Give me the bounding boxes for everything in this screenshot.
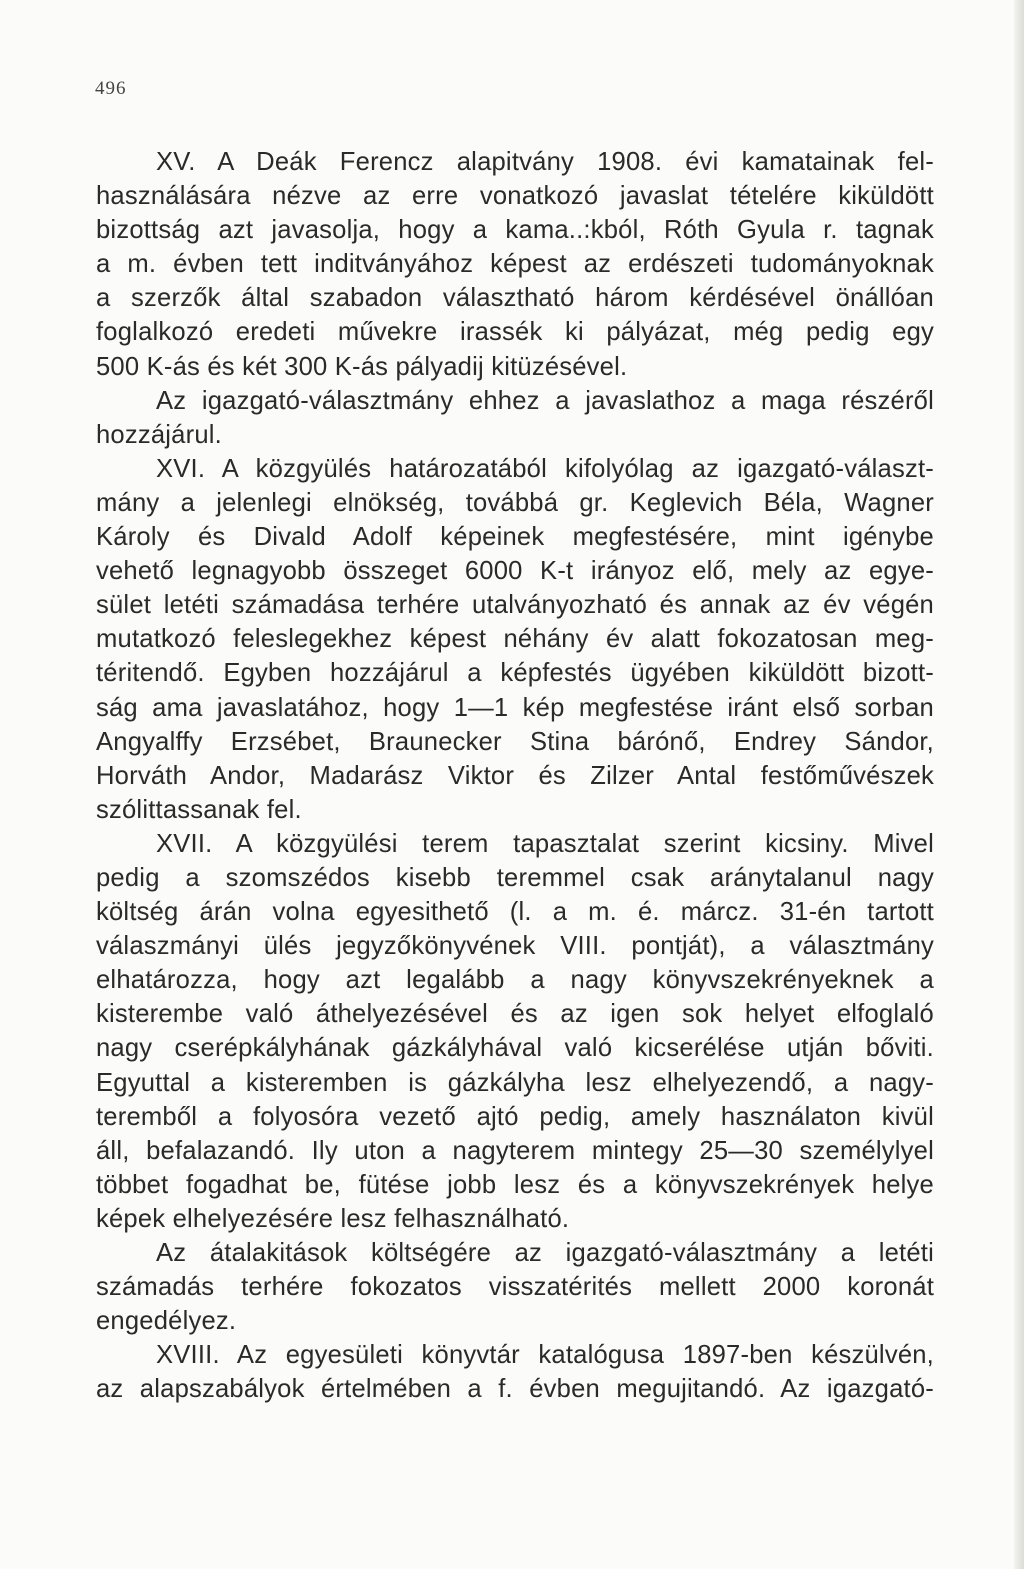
text-line: XV. A Deák Ferencz alapitvány 1908. évi kamatainak fel- xyxy=(156,148,934,176)
paragraph-xviii xyxy=(96,1338,934,1406)
text-line: foglalkozó eredeti művekre irassék ki pályázat, még pedig egy xyxy=(96,318,934,347)
text-line: téritendő. Egyben hozzájárul a képfestés ügyében kiküldött bizott- xyxy=(96,659,934,688)
paragraph-xvii-costs xyxy=(96,1236,934,1338)
text-line: Horváth Andor, Madarász Viktor és Zilzer Antal festőművészek xyxy=(96,761,934,790)
text-line: XVII. A közgyülési terem tapasztalat szerint kicsiny. Mivel xyxy=(156,829,934,858)
text-line: válaszmányi ülés jegyzőkönyvének VIII. pontját), a választmány xyxy=(96,932,934,961)
text-line: Az igazgató-választmány ehhez a javaslathoz a maga részéről xyxy=(156,386,934,415)
text-line: Egyuttal a kisteremben is gázkályha lesz elhelyezendő, a nagy- xyxy=(96,1068,934,1097)
text-line: többet fogadhat be, fütése jobb lesz és a könyvszekrények helye xyxy=(96,1170,934,1199)
text-line: sület letéti számadása terhére utalványozható és annak az év végén xyxy=(96,591,934,620)
text-line: engedélyez. xyxy=(96,1307,237,1336)
text-line: Károly és Divald Adolf képeinek megfestésére, mint igénybe xyxy=(96,523,934,552)
text-line: teremből a folyosóra vezető ajtó pedig, amely használaton kivül xyxy=(96,1102,934,1131)
text-line: 500 K-ás és két 300 K-ás pályadij kitüzésével. xyxy=(96,352,628,381)
text-line: pedig a szomszédos kisebb teremmel csak aránytalanul nagy xyxy=(96,863,934,892)
text-line: az alapszabályok értelmében a f. évben megujitandó. Az igazgató- xyxy=(96,1375,934,1404)
text-line: képek elhelyezésére lesz felhasználható. xyxy=(96,1204,570,1233)
paragraph-xvi xyxy=(96,452,934,827)
text-line: bizottság azt javasolja, hogy a kama..:kból, Róth Gyula r. tagnak xyxy=(96,216,934,245)
paragraph-xvii xyxy=(96,827,934,1236)
body-text xyxy=(96,145,934,1406)
text-line: költség árán volna egyesithető (l. a m. é. márcz. 31-én tartott xyxy=(96,898,934,927)
text-line: Angyalffy Erzsébet, Braunecker Stina bárónő, Endrey Sándor, xyxy=(96,727,934,756)
text-line: nagy cserépkályhának gázkályhával való kicserélése utján bőviti. xyxy=(96,1034,934,1063)
paragraph-xv-approval xyxy=(96,384,934,452)
text-line: a m. évben tett inditványához képest az erdészeti tudományoknak xyxy=(96,250,934,279)
text-line: mutatkozó feleslegekhez képest néhány év alatt fokozatosan meg- xyxy=(96,625,934,654)
text-line: hozzájárul. xyxy=(96,420,222,449)
text-line: elhatározza, hogy azt legalább a nagy könyvszekrényeknek a xyxy=(96,966,934,995)
paragraph-xv xyxy=(96,145,934,384)
text-line: ság ama javaslatához, hogy 1—1 kép megfestése iránt első sorban xyxy=(96,693,934,722)
text-line: vehető legnagyobb összeget 6000 K-t irányoz elő, mely az egye- xyxy=(96,557,934,586)
text-line: XVIII. Az egyesületi könyvtár katalógusa 1897-ben készülvén, xyxy=(156,1341,934,1370)
text-line: áll, befalazandó. Ily uton a nagyterem mintegy 25—30 személylyel xyxy=(96,1136,934,1165)
text-line: használására nézve az erre vonatkozó javaslat tételére kiküldött xyxy=(96,182,934,211)
text-line: kisterembe való áthelyezésével és az igen sok helyet elfoglaló xyxy=(96,1000,934,1029)
text-line: szólittassanak fel. xyxy=(96,795,302,824)
text-line: mány a jelenlegi elnökség, továbbá gr. Keglevich Béla, Wagner xyxy=(96,488,934,517)
page-edge-shadow xyxy=(1014,0,1024,1569)
text-line: számadás terhére fokozatos visszatérités mellett 2000 koronát xyxy=(96,1273,934,1302)
text-line: a szerzők által szabadon választható három kérdésével önállóan xyxy=(96,284,934,313)
text-line: Az átalakitások költségére az igazgató-választmány a letéti xyxy=(156,1239,934,1267)
page-number: 496 xyxy=(95,78,127,99)
text-line: XVI. A közgyülés határozatából kifolyólag az igazgató-választ- xyxy=(156,454,934,483)
